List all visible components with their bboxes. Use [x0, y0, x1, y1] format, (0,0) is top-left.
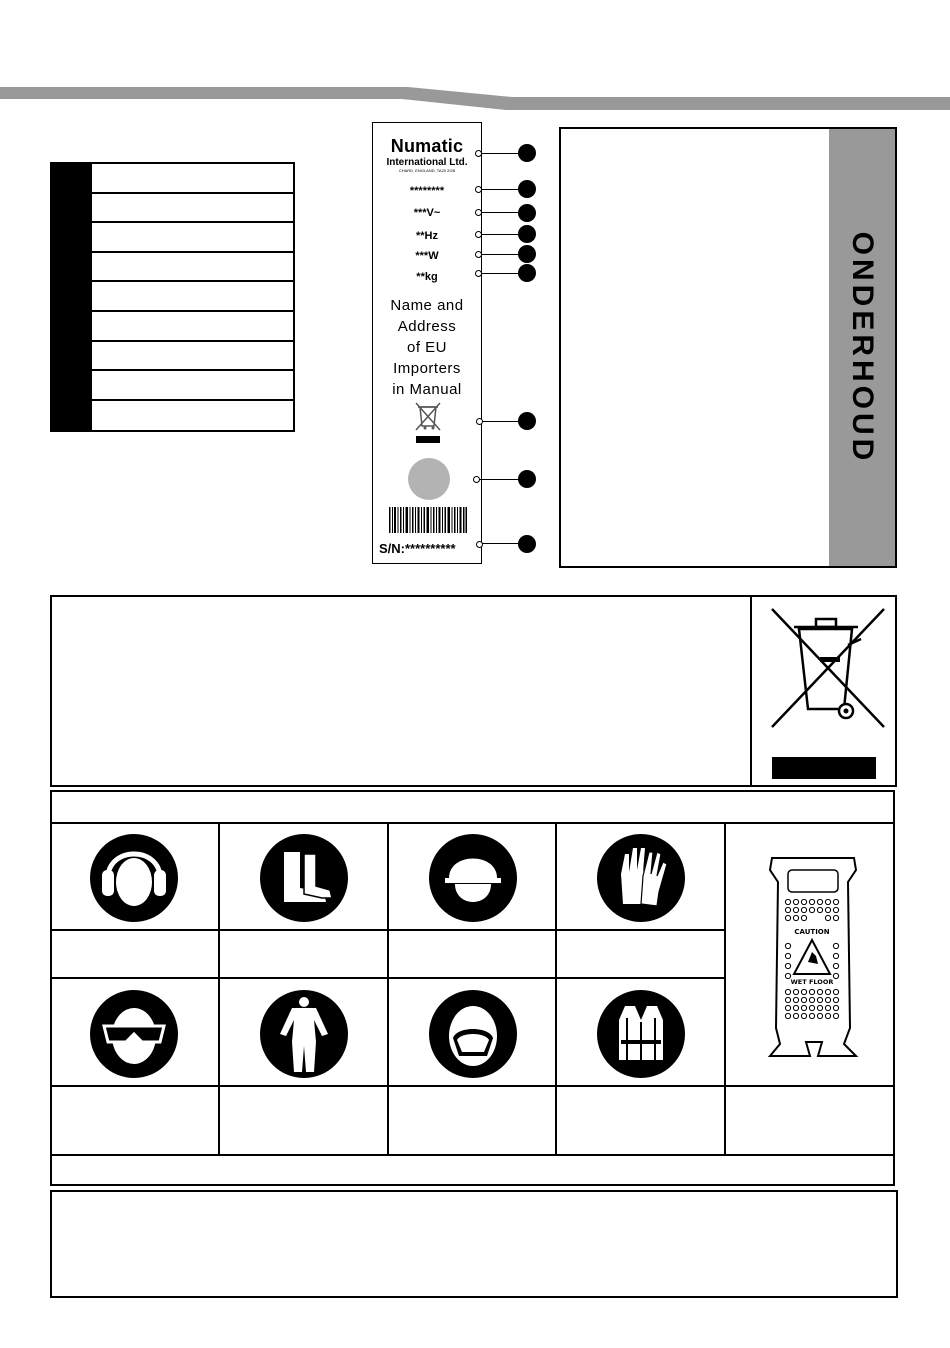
spec-row: [52, 401, 293, 431]
callout-leader: [481, 254, 519, 255]
rating-plate-weight: **kg: [416, 271, 438, 283]
rating-plate-model: ********: [409, 185, 445, 197]
spec-value-cell: [92, 164, 293, 192]
rating-plate-address: CHARD, ENGLAND, TA20 2GB: [398, 168, 456, 173]
barcode: [389, 507, 467, 533]
importer-note-line: of EU: [406, 339, 447, 356]
safety-boots-icon: [260, 834, 348, 922]
spec-number-cell: [52, 282, 92, 310]
spec-number-cell: [52, 312, 92, 340]
callout-leader: [481, 234, 519, 235]
ppe-column-divider: [387, 822, 389, 1156]
callout-marker: [518, 225, 536, 243]
certification-mark-circle: [408, 458, 450, 500]
importer-note-line: in Manual: [392, 381, 462, 398]
rating-plate-importer-note: [373, 295, 481, 400]
maintenance-title: ONDERHOUD: [846, 231, 879, 464]
callout-leader: [481, 189, 519, 190]
maintenance-panel: [559, 127, 897, 568]
ppe-column-divider: [724, 822, 726, 1156]
ppe-row-divider: [50, 1085, 895, 1087]
wet-floor-text: WET FLOOR: [790, 978, 834, 986]
wet-floor-caution-text: CAUTION: [794, 928, 830, 936]
rating-plate: [372, 122, 482, 564]
spec-number-cell: [52, 223, 92, 251]
callout-marker: [518, 180, 536, 198]
spec-value-cell: [92, 342, 293, 370]
high-visibility-vest-icon: [597, 990, 685, 1078]
safety-helmet-icon: [429, 834, 517, 922]
ppe-column-divider: [218, 822, 220, 1156]
importer-note-line: Address: [397, 318, 457, 335]
ppe-footer-row: [50, 1154, 895, 1186]
rating-plate-serial: S/N:**********: [379, 541, 456, 556]
spec-number-cell: [52, 164, 92, 192]
callout-marker: [518, 535, 536, 553]
spec-row: [52, 371, 293, 401]
spec-value-cell: [92, 401, 293, 431]
ppe-column-divider: [555, 822, 557, 1156]
weee-disposal-box: [50, 595, 897, 787]
small-weee-bin-icon: [413, 401, 443, 445]
rating-plate-brand: Numatic: [390, 136, 464, 156]
ear-protection-icon: [90, 834, 178, 922]
spec-row: [52, 312, 293, 342]
spec-value-cell: [92, 253, 293, 281]
weee-black-bar: [772, 757, 876, 779]
importer-note-line: Name and: [390, 297, 464, 314]
callout-leader: [482, 543, 519, 544]
callout-marker: [518, 144, 536, 162]
callout-marker: [518, 204, 536, 222]
rating-plate-frequency: **Hz: [415, 230, 438, 242]
spec-value-cell: [92, 282, 293, 310]
importer-note-line: Importers: [393, 360, 461, 377]
spec-value-cell: [92, 223, 293, 251]
wet-floor-caution-sign-icon: [760, 852, 866, 1060]
callout-marker: [518, 470, 536, 488]
crossed-out-wheelie-bin-icon: [764, 605, 888, 733]
spec-row: [52, 164, 293, 194]
callout-marker: [518, 264, 536, 282]
spec-table: [50, 162, 295, 432]
spec-number-cell: [52, 342, 92, 370]
ppe-grid: [50, 790, 895, 1186]
protective-overall-icon: [260, 990, 348, 1078]
note-box: [50, 1190, 898, 1298]
face-mask-icon: [429, 990, 517, 1078]
ppe-header-row: [50, 790, 895, 824]
spec-value-cell: [92, 194, 293, 222]
maintenance-tab: [829, 129, 895, 566]
callout-leader: [481, 212, 519, 213]
rating-plate-company: International Ltd.: [386, 157, 468, 168]
callout-marker: [518, 412, 536, 430]
weee-divider: [750, 597, 752, 785]
spec-value-cell: [92, 371, 293, 399]
spec-row: [52, 282, 293, 312]
callout-leader: [479, 479, 519, 480]
spec-row: [52, 223, 293, 253]
spec-row: [52, 194, 293, 224]
callout-leader: [482, 421, 519, 422]
ppe-row-divider: [50, 977, 726, 979]
rating-plate-power: ***W: [415, 250, 439, 262]
eye-protection-icon: [90, 990, 178, 1078]
spec-number-cell: [52, 371, 92, 399]
spec-number-cell: [52, 253, 92, 281]
spec-number-cell: [52, 194, 92, 222]
callout-marker: [518, 245, 536, 263]
rating-plate-voltage: ***V~: [413, 207, 441, 219]
callout-leader: [481, 153, 519, 154]
spec-value-cell: [92, 312, 293, 340]
ppe-row-divider: [50, 929, 726, 931]
header-band: [0, 84, 950, 114]
spec-row: [52, 342, 293, 372]
spec-number-cell: [52, 401, 92, 431]
callout-leader: [481, 273, 519, 274]
safety-gloves-icon: [597, 834, 685, 922]
spec-row: [52, 253, 293, 283]
